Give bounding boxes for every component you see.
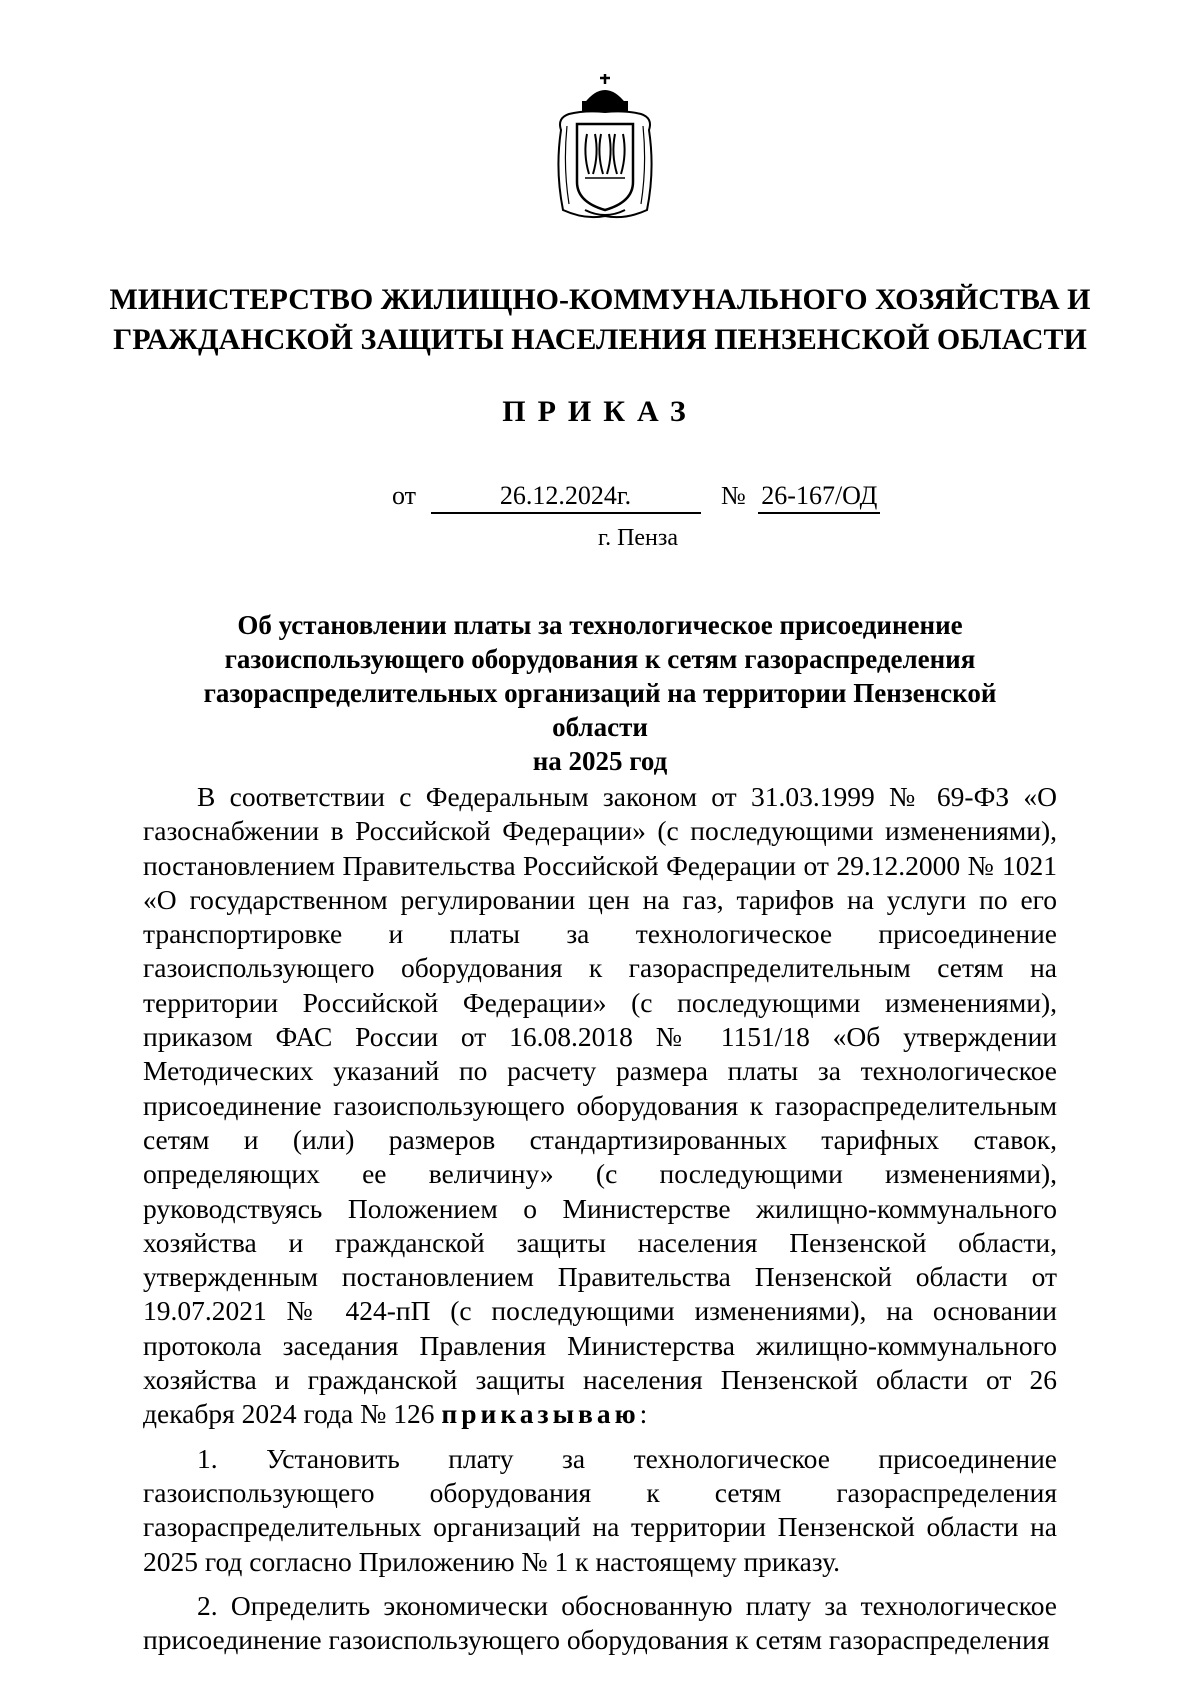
order-item-1: 1. Установить плату за технологическое присоединение газоиспользующего оборудования к сетям газораспределения газораспределительных организаций на территории Пензенской области на 2025 год согласно Приложению № 1 к настоящему приказу. (143, 1442, 1057, 1577)
subject-line-4: на 2025 год (532, 746, 668, 776)
organization-title-line-2: ГРАЖДАНСКОЙ ЗАЩИТЫ НАСЕЛЕНИЯ ПЕНЗЕНСКОЙ ОБЛАСТИ (113, 323, 1087, 356)
organization-title (100, 280, 1100, 360)
order-item-2: 2. Определить экономически обоснованную плату за технологическое присоединение газоиспользующего оборудования к сетям газораспределения (143, 1589, 1057, 1656)
document-body (143, 780, 1057, 1657)
date-label: от (392, 481, 417, 510)
organization-title-line-1: МИНИСТЕРСТВО ЖИЛИЩНО-КОММУНАЛЬНОГО ХОЗЯЙСТВА И (109, 283, 1091, 316)
order-colon: : (639, 1398, 648, 1430)
preamble-text: В соответствии с Федеральным законом от 31.03.1999 № 69-ФЗ «О газоснабжении в Российской Федерации» (с последующими изменениями), постановлением Правительства Российской Федерации от 29.12.2000 № 1021 «О государственном регулировании цен на газ, тарифов на услуги по его транспортировке и платы за технологическое присоединение газоиспользующего оборудования к газораспределительным сетям на территории Российской Федерации» (с последующими изменениями), приказом ФАС России от 16.08.2018 № 1151/18 «Об утверждении Методических указаний по расчету размера платы за технологическое присоединение газоиспользующего оборудования к газораспределительным сетям и (или) размеров стандартизированных тарифных ставок, определяющих ее величину» (с последующими изменениями), руководствуясь Положением о Министерстве жилищно-коммунального хозяйства и гражданской защиты населения Пензенской области, утвержденным постановлением Правительства Пензенской области от 19.07.2021 № 424-пП (с последующими изменениями), на основании протокола заседания Правления Министерства жилищно-коммунального хозяйства и гражданской защиты населения Пензенской области от 26 декабря 2024 года № 126 (143, 781, 1057, 1430)
subject-line-3: газораспределительных организаций на территории Пензенской области (203, 678, 997, 742)
preamble-paragraph (143, 780, 1057, 1432)
coat-of-arms-emblem (555, 70, 655, 222)
subject-line-1: Об установлении платы за технологическое присоединение (237, 610, 963, 640)
document-type: ПРИКАЗ (502, 395, 698, 428)
city: г. Пенза (597, 525, 679, 551)
subject-line-2: газоиспользующего оборудования к сетям газораспределения (224, 644, 976, 674)
order-word: приказываю (441, 1398, 640, 1430)
date-number-line (392, 478, 880, 514)
date-value: 26.12.2024г. (431, 480, 701, 514)
number-label: № (721, 481, 746, 510)
number-value: 26-167/ОД (758, 480, 880, 514)
document-subject (160, 608, 1040, 778)
